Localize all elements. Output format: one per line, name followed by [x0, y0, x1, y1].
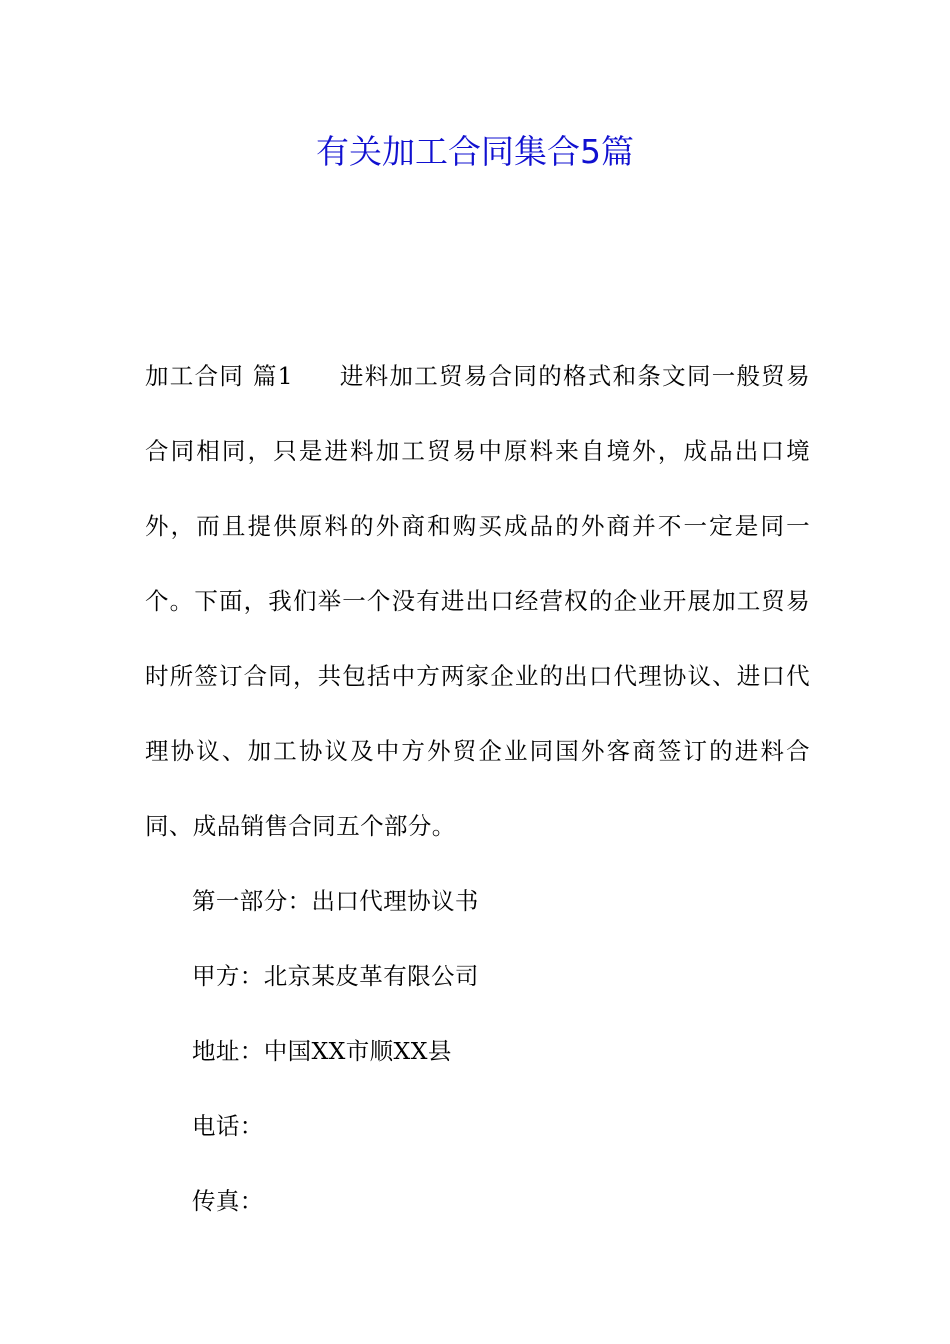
intro-text: 进料加工贸易合同的格式和条文同一般贸易合同相同，只是进料加工贸易中原料来自境外，成品出口境外，而且提供原料的外商和购买成品的外商并不一定是同一个。下面，我们举一个没有进出口经营权的企业开展加工贸易时所签订合同，共包括中方两家企业的出口代理协议、进口代理协议、加工协议及中方外贸企业同国外客商签订的进料合同、成品销售合同五个部分。 [145, 362, 810, 840]
address-line: 地址：中国XX市顺XX县 [192, 1037, 452, 1065]
section-heading: 加工合同 篇1 [145, 362, 294, 390]
document-body [145, 339, 810, 1239]
part-one-heading: 第一部分：出口代理协议书 [192, 887, 479, 915]
phone-line: 电话： [192, 1112, 264, 1140]
fax-line: 传真： [192, 1187, 264, 1215]
document-title: 有关加工合同集合5篇 [316, 132, 634, 171]
intro-paragraph [145, 339, 810, 864]
party-a-line: 甲方：北京某皮革有限公司 [192, 962, 479, 990]
